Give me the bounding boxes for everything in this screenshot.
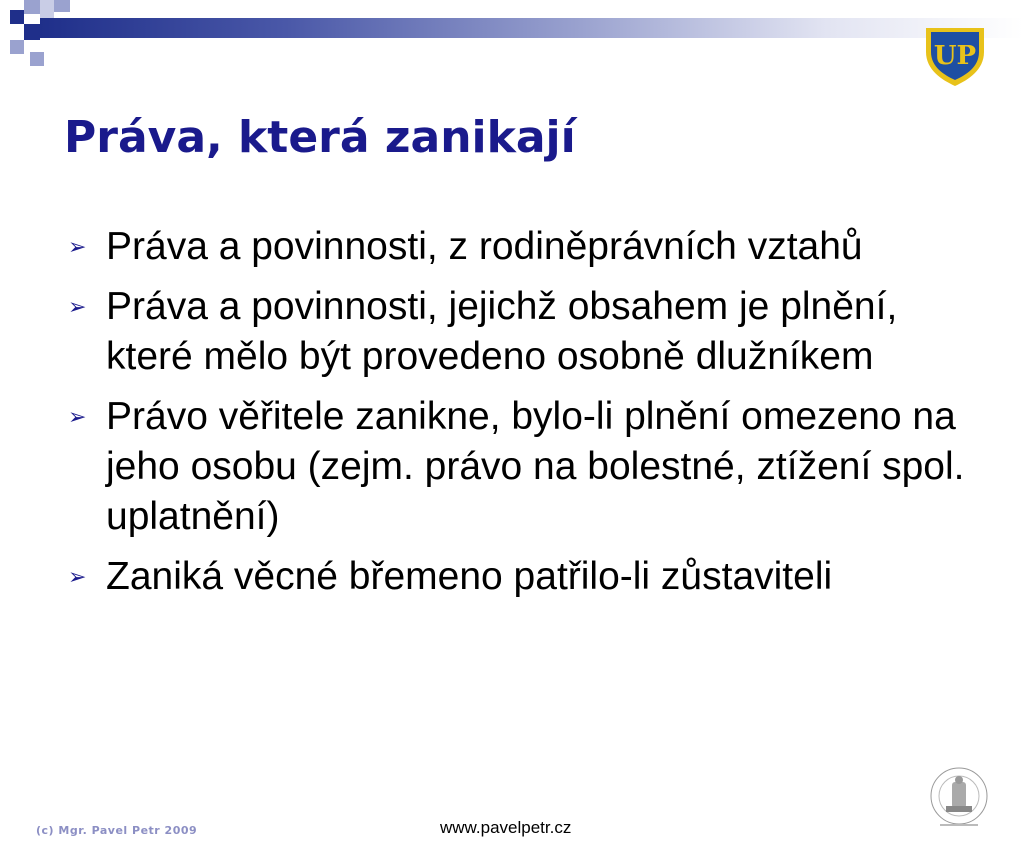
header-gradient-bar [40,18,1023,38]
bullet-item [68,222,968,272]
decor-square [10,10,24,24]
header-decoration [0,0,1023,70]
decor-square [54,0,70,12]
logo-letters: UP [933,41,977,71]
bullet-text: Právo věřitele zanikne, bylo-li plnění omezeno na jeho osobu (zejm. právo na bolestné, ztížení spol. uplatnění) [106,395,965,538]
bullet-item [68,392,968,542]
slide-title: Práva, která zanikají [64,112,576,163]
decor-square [40,0,54,18]
decor-square [10,40,24,54]
copyright-text: (c) Mgr. Pavel Petr 2009 [36,824,198,837]
decor-square [24,24,40,40]
arrow-right-icon: ➢ [68,404,87,429]
bullet-item [68,552,968,602]
decor-square [30,52,44,66]
bullet-text: Práva a povinnosti, z rodiněprávních vztahů [106,225,863,268]
website-link[interactable]: www.pavelpetr.cz [440,818,572,837]
arrow-right-icon: ➢ [68,234,87,259]
faculty-seal-logo [924,766,994,830]
arrow-right-icon: ➢ [68,294,87,319]
bullet-text: Práva a povinnosti, jejichž obsahem je plnění, které mělo být provedeno osobně dlužníkem [106,285,898,378]
bullet-list [68,222,968,612]
decor-square [24,0,40,14]
university-shield-logo [922,24,988,88]
bullet-text: Zaniká věcné břemeno patřilo-li zůstaviteli [106,555,833,598]
bullet-item [68,282,968,382]
arrow-right-icon: ➢ [68,564,87,589]
